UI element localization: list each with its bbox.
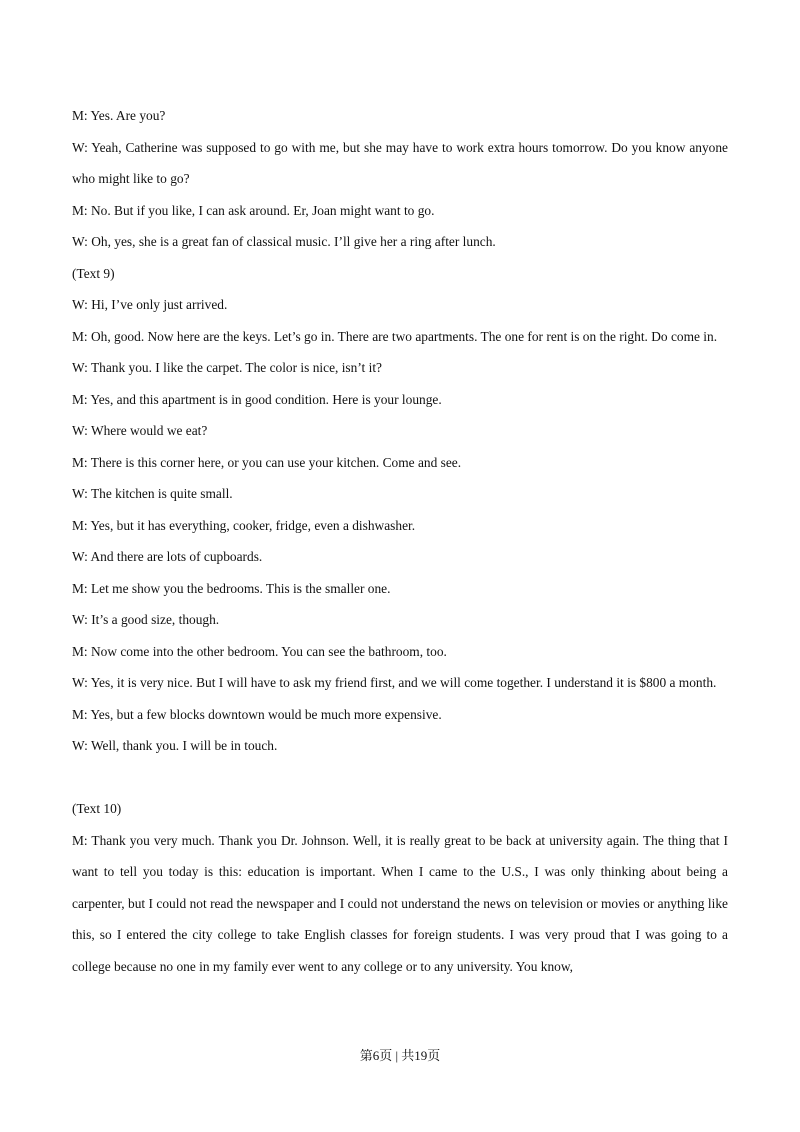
dialogue-line: M: Oh, good. Now here are the keys. Let’s go in. There are two apartments. The one for rent is on the right. Do come in. (72, 328, 718, 344)
dialogue-line: W: Thank you. I like the carpet. The color is nice, isn’t it? (72, 360, 383, 375)
dialogue-line: W: Yeah, Catherine was supposed to go with me, but she may have to work extra hours tomorrow. Do you know anyone who might like to go? (72, 139, 728, 186)
document-page (72, 100, 728, 982)
dialogue-line: M: Yes. Are you? (72, 108, 166, 123)
dialogue-line: M: No. But if you like, I can ask around. Er, Joan might want to go. (72, 202, 435, 218)
dialogue-line: W: The kitchen is quite small. (72, 486, 233, 501)
paragraph-gap (72, 762, 728, 794)
dialogue-line: W: Oh, yes, she is a great fan of classical music. I’ll give her a ring after lunch. (72, 234, 496, 249)
dialogue-line: W: Yes, it is very nice. But I will have to ask my friend first, and we will come together. I understand it is $800 a month. (72, 675, 717, 690)
page-footer: 第6页 | 共19页 (359, 1048, 441, 1063)
dialogue-line: M: Let me show you the bedrooms. This is the smaller one. (72, 580, 391, 596)
section-heading-text9: (Text 9) (72, 265, 115, 281)
dialogue-line: W: Well, thank you. I will be in touch. (72, 738, 278, 753)
speech-paragraph: M: Thank you very much. Thank you Dr. Johnson. Well, it is really great to be back at university again. The thing that I want to tell you today is this: education is important. When I came to the U.S., I was only thinking about being a carpenter, but I could not read the newspaper and I could not understand the news on television or movies or anything like this, so I entered the city college to take English classes for foreign students. I was very proud that I was going to a college because no one in my family ever went to any college or to any university. You know, (72, 832, 728, 974)
dialogue-line: W: Hi, I’ve only just arrived. (72, 297, 228, 312)
dialogue-line: M: There is this corner here, or you can use your kitchen. Come and see. (72, 454, 462, 470)
dialogue-line: W: Where would we eat? (72, 423, 208, 438)
dialogue-line: W: And there are lots of cupboards. (72, 549, 263, 564)
section-heading-text10: (Text 10) (72, 801, 122, 816)
dialogue-line: M: Yes, and this apartment is in good condition. Here is your lounge. (72, 391, 442, 407)
dialogue-line: M: Now come into the other bedroom. You can see the bathroom, too. (72, 643, 447, 659)
dialogue-line: M: Yes, but a few blocks downtown would be much more expensive. (72, 706, 442, 722)
dialogue-line: W: It’s a good size, though. (72, 612, 220, 627)
dialogue-line: M: Yes, but it has everything, cooker, fridge, even a dishwasher. (72, 517, 416, 533)
